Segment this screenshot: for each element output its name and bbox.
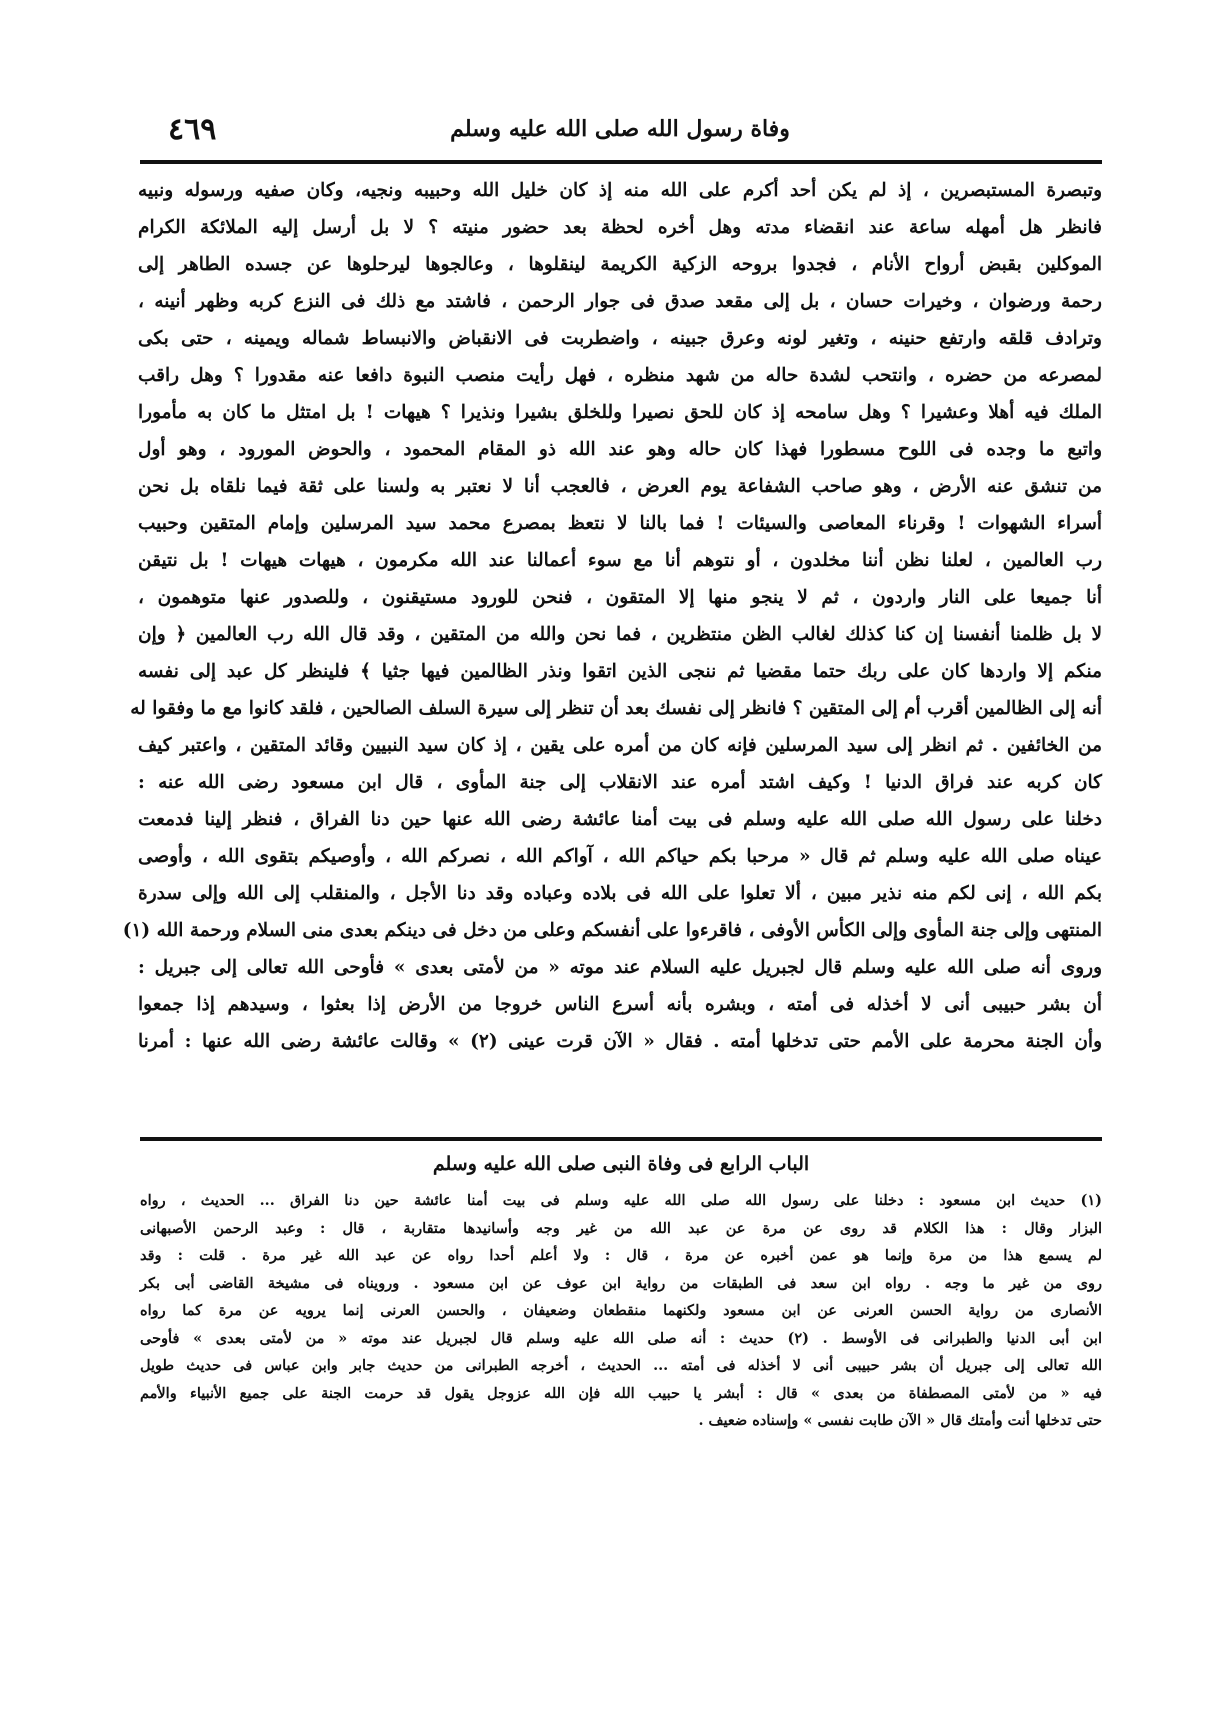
page-number: ٤٦٩ [168,112,217,147]
text-line: أسراء الشهوات ! وقرناء المعاصى والسيئات ! فما بالنا لا نتعظ بمصرع محمد سيد المرسلين وإمام المتقين وحبيب [138,513,1102,534]
text-line: منكم إلا واردها كان على ربك حتما مقضيا ثم ننجى الذين اتقوا ونذر الظالمين فيها جثيا ﴾ فلينظر كل عبد إلى نفسه [138,661,1102,682]
text-line: لمصرعه من حضره ، وانتحب لشدة حاله من شهد منظره ، فهل رأيت منصب النبوة دافعا عنه مقدورا ؟ وهل راقب [138,365,1102,386]
text-line: المنتهى وإلى جنة المأوى وإلى الكأس الأوفى ، فاقرءوا على أنفسكم وعلى من دخل فى دينكم بعدى منى السلام ورحمة الله (١) [122,920,1102,941]
main-text [122,172,1102,1060]
footnote-line: (١) حديث ابن مسعود : دخلنا على رسول الله صلى الله عليه وسلم فى بيت أمنا عائشة حين دنا الفراق ... الحديث ، رواه [140,1192,1102,1209]
text-line: الملك فيه أهلا وعشيرا ؟ وهل سامحه إذ كان للحق نصيرا وللخلق بشيرا ونذيرا ؟ هيهات ! بل امتثل ما كان به مأمورا [138,402,1102,423]
text-line: بكم الله ، إنى لكم منه نذير مبين ، ألا تعلوا على الله فى بلاده وعباده وقد دنا الأجل ، والمنقلب إلى الله وإلى سدرة [138,883,1102,904]
text-line: وترادف قلقه وارتفع حنينه ، وتغير لونه وعرق جبينه ، واضطربت فى الانقباض والانبساط شماله ويمينه ، حتى بكى [138,328,1102,349]
footnote-line: الأنصارى من رواية الحسن العرنى عن ابن مسعود ولكنهما منقطعان وضعيفان ، والحسن العرنى إنما يرويه عن مرة كما رواه [140,1302,1102,1319]
footnote-line: ابن أبى الدنيا والطبرانى فى الأوسط . (٢) حديث : أنه صلى الله عليه وسلم قال لجبريل عند موته « من لأمتى بعدى » فأوحى [140,1329,1102,1347]
header-rule [140,160,1102,164]
text-line: عيناه صلى الله عليه وسلم ثم قال « مرحبا بكم حياكم الله ، آواكم الله ، نصركم الله ، وأوصيكم بتقوى الله ، وأوصى [138,846,1102,867]
footnote-line: حتى تدخلها أنت وأمتك قال « الآن طابت نفسى » وإسناده ضعيف . [698,1412,1102,1429]
text-line: لا بل ظلمنا أنفسنا إن كنا كذلك لغالب الظن منتظرين ، فما نحن والله من المتقين ، وقد قال الله رب العالمين ﴿ وإن [138,624,1102,645]
text-line: الموكلين بقبض أرواح الأنام ، فجدوا بروحه الزكية الكريمة لينقلوها ، وعالجوها ليرحلوها عن جسده الطاهر إلى [138,254,1102,275]
text-line: من تنشق عنه الأرض ، وهو صاحب الشفاعة يوم العرض ، فالعجب أنا لا نعتبر به ولسنا على ثقة فيما نلقاه بل نحن [138,476,1102,497]
text-line: دخلنا على رسول الله صلى الله عليه وسلم فى بيت أمنا عائشة رضى الله عنها حين دنا الفراق ، فنظر إلينا فدمعت [138,809,1102,830]
running-title: وفاة رسول الله صلى الله عليه وسلم [450,116,790,142]
text-line: كان كربه عند فراق الدنيا ! وكيف اشتد أمره عند الانقلاب إلى جنة المأوى ، قال ابن مسعود رضى الله عنه : [138,772,1102,793]
text-line: وروى أنه صلى الله عليه وسلم قال لجبريل عليه السلام عند موته « من لأمتى بعدى » فأوحى الله تعالى إلى جبريل : [138,957,1102,978]
footnote-line: لم يسمع هذا من مرة وإنما هو عمن أخبره عن مرة ، قال : ولا أعلم أحدا رواه عن عبد الله غير مرة . قلت : وقد [140,1247,1102,1264]
text-line: وتبصرة المستبصرين ، إذ لم يكن أحد أكرم على الله منه إذ كان خليل الله وحبيبه ونجيه، وكان صفيه ورسوله ونبيه [138,180,1102,201]
text-line: واتبع ما وجده فى اللوح مسطورا فهذا كان حاله وهو عند الله ذو المقام المحمود ، والحوض المورود ، وهو أول [138,439,1102,460]
text-line: أنا جميعا على النار واردون ، ثم لا ينجو منها إلا المتقون ، فنحن للورود مستيقنون ، وللصدور عنها متوهمون ، [138,587,1102,608]
text-line: من الخائفين . ثم انظر إلى سيد المرسلين فإنه كان من أمره على يقين ، إذ كان سيد النبيين وقائد المتقين ، واعتبر كيف [138,735,1102,756]
text-line: أن بشر حبيبى أنى لا أخذله فى أمته ، وبشره بأنه أسرع الناس خروجا من الأرض إذا بعثوا ، وسيدهم إذا جمعوا [138,994,1102,1015]
footnote-chapter-title: الباب الرابع فى وفاة النبى صلى الله عليه وسلم [432,1153,810,1175]
running-header [140,112,1100,152]
footnote-line: روى من غير ما وجه . رواه ابن سعد فى الطبقات من رواية ابن عوف عن ابن مسعود . ورويناه فى مشيخة القاضى أبى بكر [140,1274,1102,1292]
text-line: أنه إلى الظالمين أقرب أم إلى المتقين ؟ فانظر إلى نفسك بعد أن تنظر إلى سيرة السلف الصالحين ، فلقد كانوا مع ما وفقوا له [130,698,1102,719]
footnote-line: البزار وقال : هذا الكلام قد روى عن مرة عن عبد الله من غير وجه وأسانيدها متقاربة ، قال : وعبد الرحمن الأصبهانى [140,1219,1102,1237]
footnote-rule [140,1137,1102,1141]
footnote-line: الله تعالى إلى جبريل أن بشر حبيبى أنى لا أخذله فى أمته ... الحديث ، أخرجه الطبرانى من حديث جابر وابن عباس فى حديث طويل [140,1357,1102,1374]
footnote-line: فيه « من لأمتى المصطفاة من بعدى » قال : أبشر يا حبيب الله فإن الله عزوجل يقول قد حرمت الجنة على جميع الأنبياء والأمم [140,1384,1102,1402]
text-line: وأن الجنة محرمة على الأمم حتى تدخلها أمته . فقال « الآن قرت عينى (٢) » وقالت عائشة رضى الله عنها : أمرنا [138,1031,1102,1052]
text-line: فانظر هل أمهله ساعة عند انقضاء مدته وهل أخره لحظة بعد حضور منيته ؟ لا بل أرسل إليه الملائكة الكرام [138,217,1102,238]
text-line: رب العالمين ، لعلنا نظن أننا مخلدون ، أو نتوهم أنا مع سوء أعمالنا عند الله مكرمون ، هيهات هيهات ! بل نتيقن [138,550,1102,571]
text-line: رحمة ورضوان ، وخيرات حسان ، بل إلى مقعد صدق فى جوار الرحمن ، فاشتد مع ذلك فى النزع كربه وظهر أنينه ، [138,291,1102,312]
footnotes [140,1187,1102,1435]
